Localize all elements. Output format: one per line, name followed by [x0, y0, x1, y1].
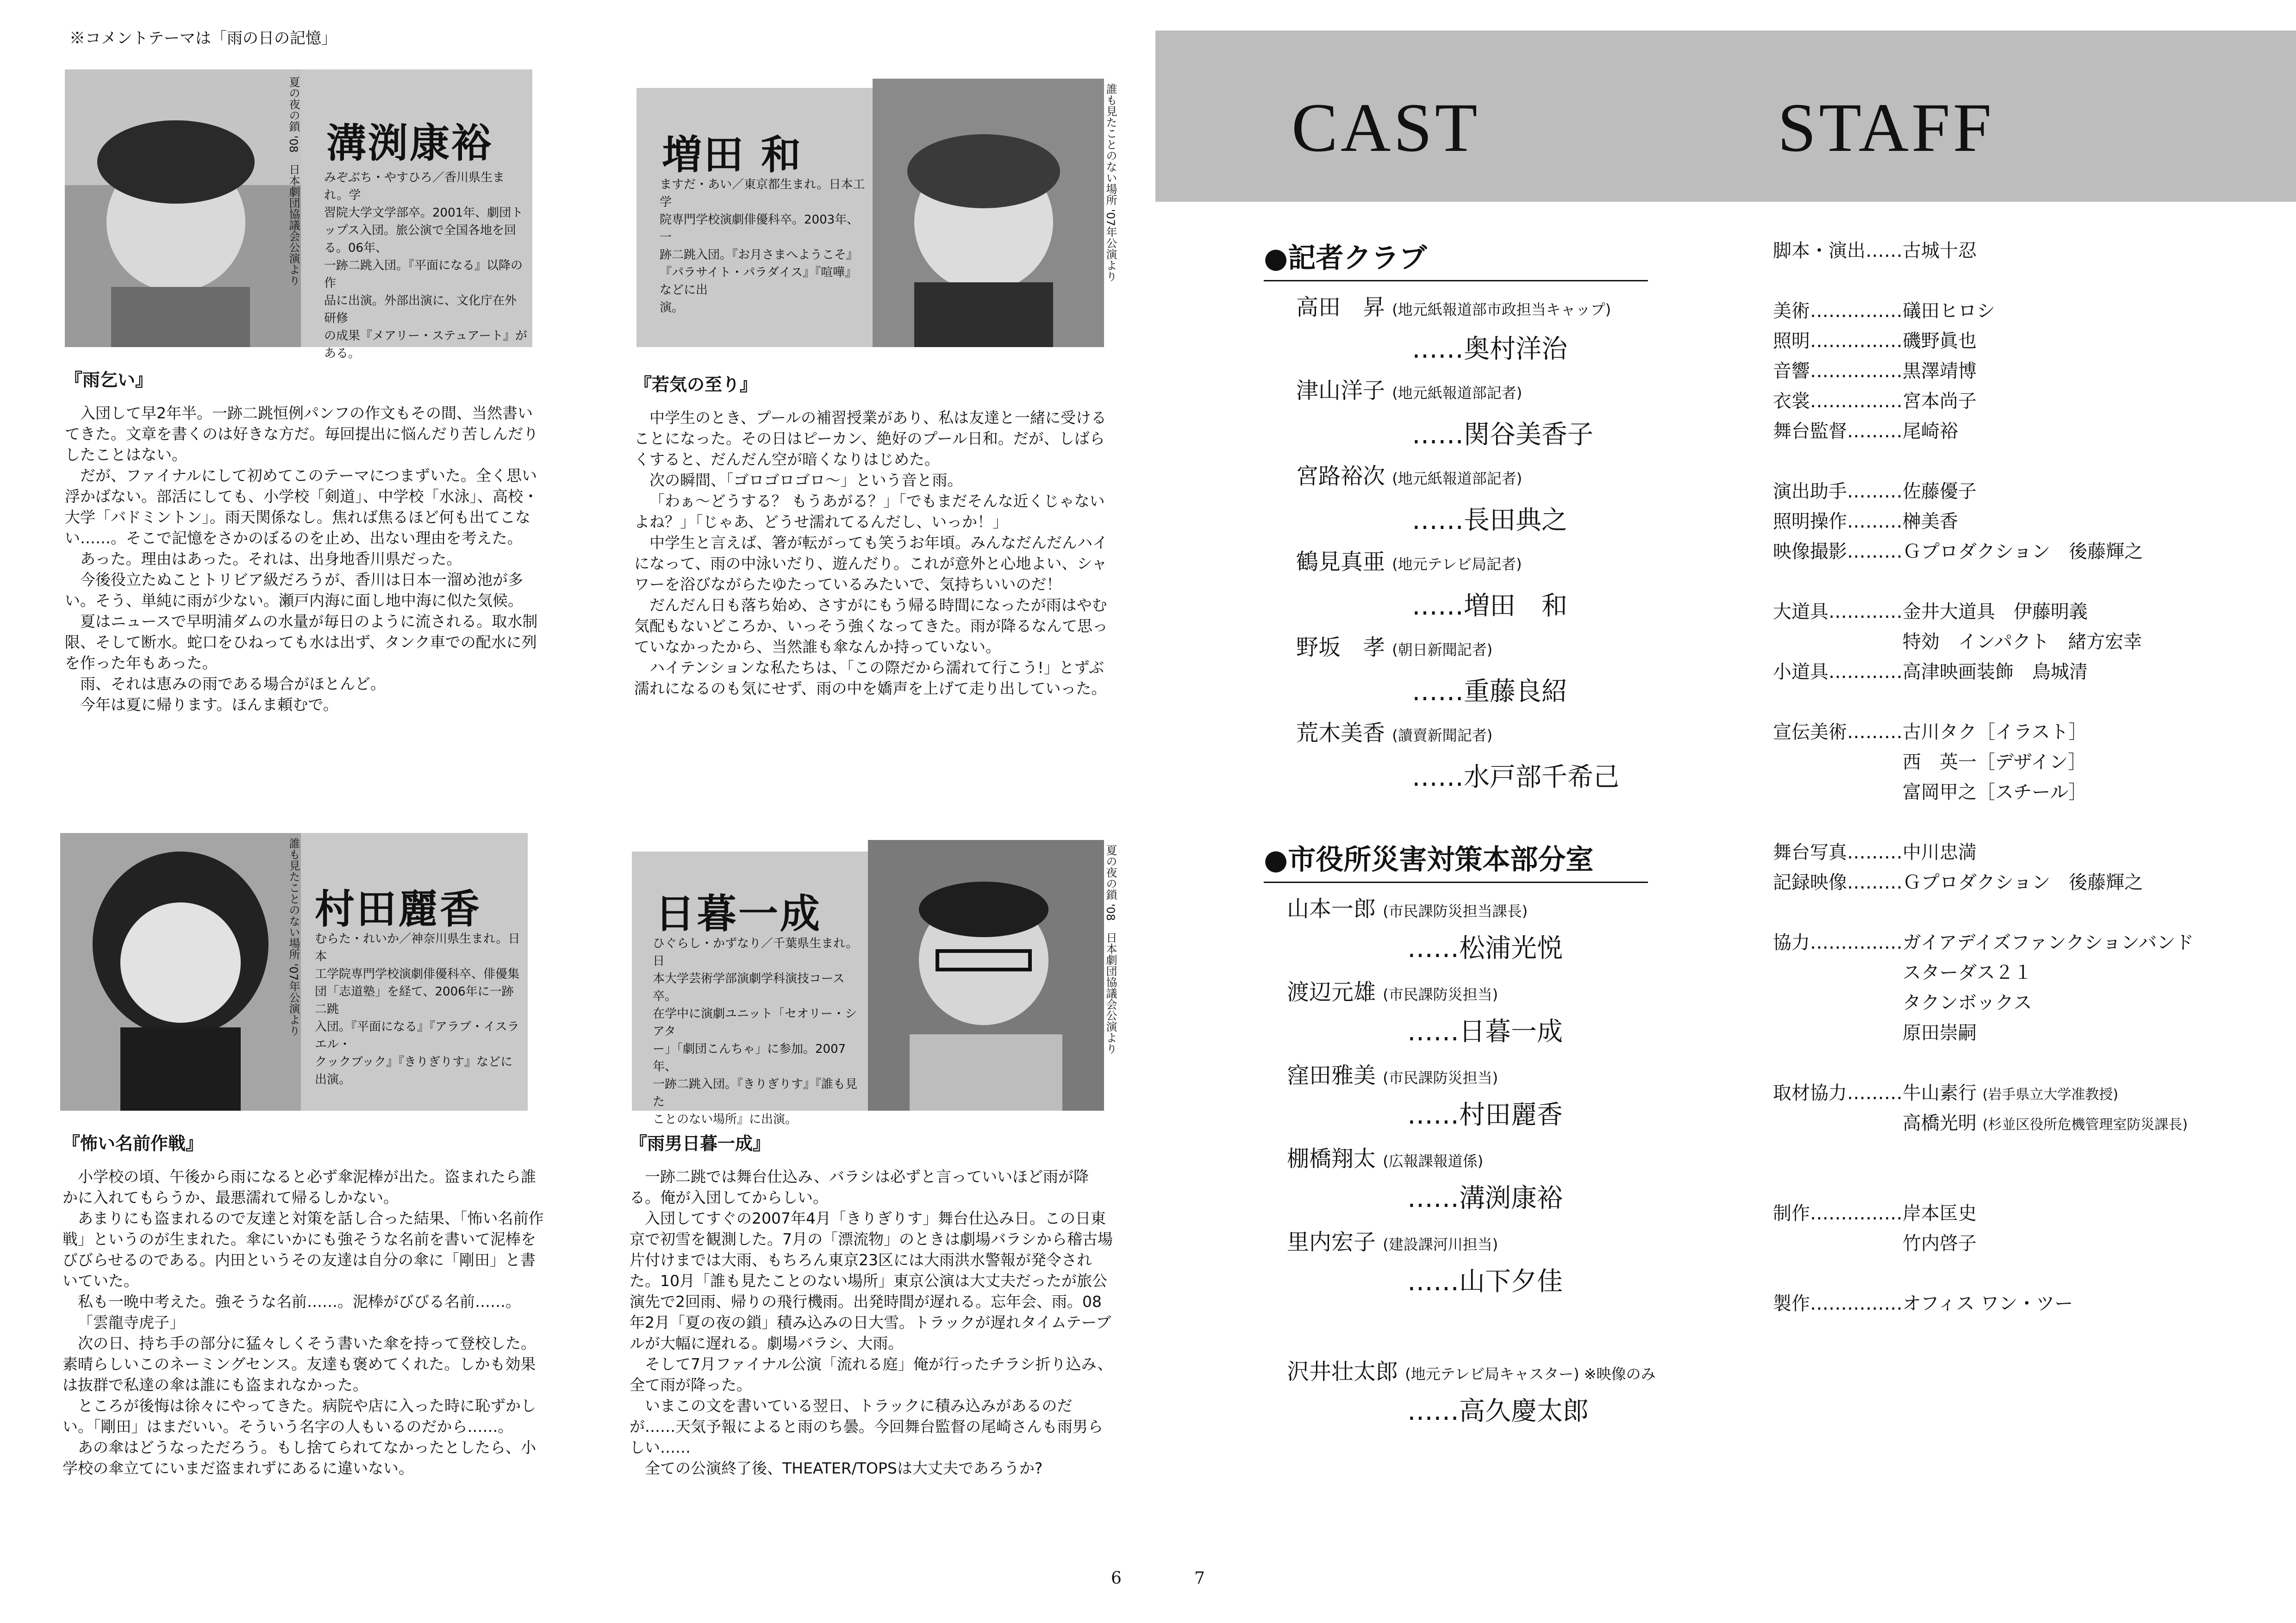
- cast-role: 渡辺元雄 (市民課防災担当): [1287, 979, 1498, 1005]
- staff-row: 照明……………磯野眞也: [1773, 330, 1977, 352]
- photo-caption: 夏の夜の鎖 '08 日本劇団協議会公演より: [1104, 845, 1117, 1054]
- profile-photo-murata: [60, 833, 301, 1111]
- cast-actor: ……関谷美香子: [1412, 420, 1593, 450]
- profile-name: 日暮一成: [655, 890, 822, 937]
- cast-actor: ……松浦光悦: [1407, 933, 1563, 964]
- cast-role: 山本一郎 (市民課防災担当課長): [1287, 896, 1528, 922]
- staff-row: 脚本・演出……古城十忍: [1773, 240, 1977, 261]
- page-number-right: 7: [1194, 1569, 1205, 1588]
- staff-row: 衣裳……………宮本尚子: [1773, 391, 1977, 412]
- cast-actor: ……増田 和: [1412, 591, 1567, 621]
- cast-actor: ……村田麗香: [1407, 1100, 1563, 1130]
- staff-row: 取材協力………牛山素行 (岩手県立大学准教授): [1773, 1082, 2119, 1104]
- profile-bio: むらた・れいか／神奈川県生まれ。日本 工学院専門学校演劇俳優科卒、俳優集 団「志道塾」を経て、2006年に一跡二跳 入団。『平面になる』『アラブ・イスラエル・ クックブック』『きりぎりす』などに出演。: [315, 932, 520, 1087]
- profile-bio: ひぐらし・かずなり／千葉県生まれ。日 本大学芸術学部演劇学科演技コース卒。 在学中に演劇ユニット「セオリー・シアタ ー」「劇団こんちゃ」に参加。2007年、 一跡二跳入団。『きりぎりす』『誰も見た ことのない場所』に出演。: [653, 937, 858, 1126]
- staff-row: 舞台写真………中川忠満: [1773, 842, 1977, 863]
- section-divider: [1264, 882, 1648, 883]
- staff-row: 協力……………ガイアデイズファンクションバンド: [1773, 932, 2194, 953]
- cast-role: 窪田雅美 (市民課防災担当): [1287, 1063, 1498, 1088]
- staff-row: 照明操作………榊美香: [1773, 511, 1958, 532]
- section-divider: [1264, 280, 1648, 281]
- staff-row: 演出助手………佐藤優子: [1773, 481, 1977, 502]
- cast-role: 里内宏子 (建設課河川担当): [1287, 1229, 1498, 1255]
- cast-section-title: ●市役所災害対策本部分室: [1264, 844, 1594, 876]
- staff-row: 製作……………オフィス ワン・ツー: [1773, 1293, 2073, 1314]
- cast-actor: ……水戸部千希己: [1412, 762, 1619, 792]
- essay-title: 『怖い名前作戦』: [62, 1133, 204, 1154]
- staff-row: スターダス２１: [1773, 962, 2032, 983]
- cast-actor: ……日暮一成: [1407, 1017, 1563, 1047]
- essay-title: 『雨男日暮一成』: [630, 1133, 771, 1154]
- profile-photo-masuda: [873, 79, 1104, 347]
- profile-photo-higurashi: [868, 840, 1104, 1111]
- cast-actor: ……高久慶太郎: [1407, 1396, 1589, 1426]
- theme-note: ※コメントテーマは「雨の日の記憶」: [69, 29, 337, 48]
- photo-caption: 誰も見たことのない場所 '07年公演より: [287, 838, 300, 1036]
- staff-row: 映像撮影………Ｇプロダクション 後藤輝之: [1773, 541, 2143, 562]
- cast-actor: ……長田典之: [1412, 505, 1567, 535]
- staff-row: 特効 インパクト 緒方宏幸: [1773, 631, 2142, 653]
- profile-name: 増田 和: [662, 131, 803, 178]
- cast-section-title: ●記者クラブ: [1264, 242, 1427, 274]
- cast-role: 沢井壮太郎 (地元テレビ局キャスター) ※映像のみ: [1287, 1359, 1656, 1385]
- cast-role: 野坂 孝 (朝日新聞記者): [1296, 634, 1493, 660]
- cast-role: 鶴見真亜 (地元テレビ局記者): [1296, 549, 1522, 575]
- cast-heading: CAST: [1292, 89, 1480, 166]
- page-number-left: 6: [1111, 1569, 1122, 1588]
- staff-row: 富岡甲之［スチール］: [1773, 782, 2087, 803]
- profile-name: 村田麗香: [315, 886, 481, 933]
- staff-row: 美術……………礒田ヒロシ: [1773, 300, 1995, 322]
- essay-body: 一跡二跳では舞台仕込み、バラシは必ずと言っていいほど雨が降る。俺が入団してからしい。 入団してすぐの2007年4月「きりぎりす」舞台仕込み日。この日東京で初雪を観測した。7月の「漂流物」のときは劇場バラシから稽古場片付けまでは大雨、もちろん東京23区には大雨洪水警報が発令された。10月「誰も見たことのない場所」東京公演は大丈夫だったが旅公演先で2回雨、帰りの飛行機雨。出発時間が遅れる。忘年会、雨。08年2月「夏の夜の鎖」積み込みの日大雪。トラックが遅れタイムテーブルが大幅に遅れる。劇場バラシ、大雨。 そして7月ファイナル公演「流れる庭」俺が行ったチラシ折り込み、全て雨が降った。 いまこの文を書いている翌日、トラックに積み込みがあるのだが……天気予報によると雨のち曇。今回舞台監督の尾崎さんも雨男らしい…… 全ての公演終了後、THEATER/TOPSは大丈夫であろうか?: [630, 1168, 1113, 1477]
- cast-role: 宮路裕次 (地元紙報道部記者): [1296, 463, 1522, 489]
- photo-caption: 夏の夜の鎖 '08 日本劇団協議会公演より: [287, 76, 300, 286]
- staff-row: タクンボックス: [1773, 992, 2032, 1014]
- staff-row: 制作……………岸本匡史: [1773, 1203, 1977, 1224]
- essay-body: 小学校の頃、午後から雨になると必ず傘泥棒が出た。盗まれたら誰かに入れてもらうか、最悪濡れて帰るしかない。 あまりにも盗まれるので友達と対策を話し合った結果、「怖い名前作戦」というのが生まれた。傘にいかにも強そうな名前を書いて泥棒をびびらせるのである。内田というその友達は自分の傘に「剛田」と書いていた。 私も一晩中考えた。強そうな名前……。泥棒がびびる名前……。 「雲龍寺虎子」 次の日、持ち手の部分に猛々しくそう書いた傘を持って登校した。素晴らしいこのネーミングセンス。友達も褒めてくれた。しかも効果は抜群で私達の傘は誰にも盗まれなかった。 ところが後悔は徐々にやってきた。病院や店に入った時に恥ずかしい。「剛田」はまだいい。そういう名字の人もいるのだから……。 あの傘はどうなっただろう。もし捨てられてなかったとしたら、小学校の傘立てにいまだ盗まれずにあるに違いない。: [62, 1168, 544, 1477]
- cast-actor: ……溝渕康裕: [1407, 1183, 1563, 1213]
- essay-title: 『若気の至り』: [634, 374, 758, 395]
- staff-heading: STAFF: [1778, 89, 1995, 166]
- essay-title: 『雨乞い』: [65, 370, 153, 390]
- cast-actor: ……山下夕佳: [1407, 1267, 1563, 1297]
- cast-actor: ……奥村洋治: [1412, 334, 1567, 364]
- staff-row: 記録映像………Ｇプロダクション 後藤輝之: [1773, 872, 2143, 893]
- essay-body: 入団して早2年半。一跡二跳恒例パンフの作文もその間、当然書いてきた。文章を書くのは好きな方だ。毎回提出に悩んだり苦しんだりしたことはない。 だが、ファイナルにして初めてこのテーマにつまずいた。全く思い浮かばない。部活にしても、小学校「剣道」、中学校「水泳」、高校・大学「バドミントン」。雨天関係なし。焦れば焦るほど何も出てこない……。そこで記憶をさかのぼるのを止め、出ない理由を考えた。 あった。理由はあった。それは、出身地香川県だった。 今後役立たぬことトリビア級だろうが、香川は日本一溜め池が多い。そう、単純に雨が少ない。瀬戸内海に面し地中海に似た気候。 夏はニュースで早明浦ダムの水量が毎日のように流される。取水制限、そして断水。蛇口をひねっても水は出ず、タンク車での配水に列を作った年もあった。 雨、それは恵みの雨である場合がほとんど。 今年は夏に帰ります。ほんま頼むで。: [65, 404, 538, 714]
- profile-bio: みぞぶち・やすひろ／香川県生まれ。学 習院大学文学部卒。2001年、劇団ト ップス入団。旅公演で全国各地を回る。06年、 一跡二跳入団。『平面になる』以降の作 品に出演。外部出演に、文化庁在外研修 の成果『メアリー・ステュアート』がある。: [324, 171, 527, 361]
- essay-body: 中学生のとき、プールの補習授業があり、私は友達と一緒に受けることになった。その日はピーカン、絶好のプール日和。だが、しばらくすると、だんだん空が暗くなりはじめた。 次の瞬間、「ゴロゴロゴロ〜」という音と雨。 「わぁ〜どうする？ もうあがる？」「でもまだそんな近くじゃないよね？」「じゃあ、どうせ濡れてるんだし、いっか！」 中学生と言えば、箸が転がっても笑うお年頃。みんなだんだんハイになって、雨の中泳いだり、遊んだり。これが意外と心地よい、シャワーを浴びながらたゆたっているみたいで、気持ちいいのだ！ だんだん日も落ち始め、さすがにもう帰る時間になったが雨はやむ気配もないどころか、いっそう強くなってきた。雨が降るなんて思っていなかったから、当然誰も傘なんか持っていない。 ハイテンションな私たちは、「この際だから濡れて行こう!」とずぶ濡れになるのも気にせず、雨の中を嬌声を上げて走り出していった。: [634, 409, 1108, 697]
- cast-role: 津山洋子 (地元紙報道部記者): [1296, 378, 1522, 404]
- profile-photo-mizobuchi: [65, 69, 301, 347]
- staff-row: 大道具…………金井大道具 伊藤明義: [1773, 601, 2088, 622]
- staff-row: 西 英一［デザイン］: [1773, 752, 2087, 773]
- staff-row: 舞台監督………尾崎裕: [1773, 421, 1958, 442]
- cast-role: 棚橋翔太 (広報課報道係): [1287, 1146, 1484, 1172]
- profile-name: 溝渕康裕: [326, 120, 493, 167]
- staff-row: 高橋光明 (杉並区役所危機管理室防災課長): [1773, 1113, 2188, 1134]
- cast-role: 高田 昇 (地元紙報道部市政担当キャップ): [1296, 294, 1611, 320]
- staff-row: 宣伝美術………古川タク［イラスト］: [1773, 721, 2087, 743]
- staff-row: 音響……………黒澤靖博: [1773, 361, 1977, 382]
- staff-row: 小道具…………高津映画装飾 鳥城清: [1773, 661, 2088, 683]
- staff-row: 原田崇嗣: [1773, 1022, 1977, 1044]
- cast-role: 荒木美香 (讀賣新聞記者): [1296, 720, 1493, 746]
- cast-actor: ……重藤良紹: [1412, 677, 1567, 707]
- profile-bio: ますだ・あい／東京都生まれ。日本工学 院専門学校演劇俳優科卒。2003年、一 跡二跳入団。『お月さまへようこそ』 『パラサイト・パラダイス』『喧嘩』などに出 演。: [660, 178, 865, 315]
- photo-caption: 誰も見たことのない場所 '07年公演より: [1104, 83, 1117, 282]
- staff-row: 竹内啓子: [1773, 1233, 1977, 1254]
